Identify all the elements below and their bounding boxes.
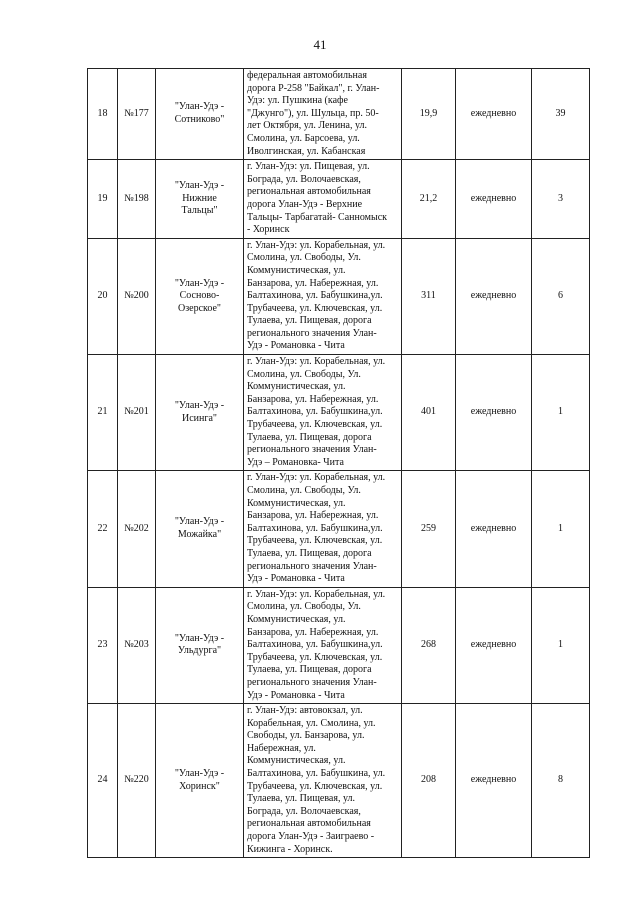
frequency-cell: ежедневно <box>456 69 532 160</box>
frequency-cell: ежедневно <box>456 355 532 471</box>
frequency-cell: ежедневно <box>456 471 532 587</box>
table-row <box>88 704 590 858</box>
route-number-cell: №201 <box>118 355 156 471</box>
table-row <box>88 238 590 354</box>
routes-table-body <box>88 69 590 858</box>
route-name-cell: "Улан-Удэ - Сосново- Озерское" <box>156 238 244 354</box>
table-row <box>88 471 590 587</box>
frequency-cell: ежедневно <box>456 587 532 703</box>
route-number-cell: №200 <box>118 238 156 354</box>
route-length-cell: 208 <box>402 704 456 858</box>
row-number-cell: 21 <box>88 355 118 471</box>
page-number: 41 <box>313 37 327 52</box>
route-length-cell: 19,9 <box>402 69 456 160</box>
route-length-cell: 311 <box>402 238 456 354</box>
route-name-cell: "Улан-Удэ - Хоринск" <box>156 704 244 858</box>
route-name-cell: "Улан-Удэ - Ульдурга" <box>156 587 244 703</box>
route-path-cell: г. Улан-Удэ: автовокзал, ул. Корабельная, ул. Смолина, ул. Свободы, ул. Банзарова, ул. Набережная, ул. Коммунистическая, ул. Балтахинова, ул. Бабушкина, ул. Трубачеева, ул. Ключевская, ул. Тулаева, ул. Пищевая, ул. Бограда, ул. Волочаевская, региональная автомобильная дорога Улан-Удэ - Заиграево - Кижинга - Хоринск. <box>244 704 402 858</box>
trips-count-cell: 8 <box>532 704 590 858</box>
frequency-cell: ежедневно <box>456 238 532 354</box>
row-number-cell: 22 <box>88 471 118 587</box>
route-path-cell: г. Улан-Удэ: ул. Корабельная, ул. Смолина, ул. Свободы, Ул. Коммунистическая, ул. Банзарова, ул. Набережная, ул. Балтахинова, ул. Бабушкина,ул. Трубачеева, ул. Ключевская, ул. Тулаева, ул. Пищевая, дорога регионального значения Улан- Удэ - Романовка - Чита <box>244 471 402 587</box>
route-number-cell: №220 <box>118 704 156 858</box>
frequency-cell: ежедневно <box>456 704 532 858</box>
row-number-cell: 23 <box>88 587 118 703</box>
route-number-cell: №202 <box>118 471 156 587</box>
route-name-cell: "Улан-Удэ - Сотниково" <box>156 69 244 160</box>
frequency-cell: ежедневно <box>456 160 532 239</box>
row-number-cell: 24 <box>88 704 118 858</box>
trips-count-cell: 1 <box>532 471 590 587</box>
table-row <box>88 160 590 239</box>
row-number-cell: 20 <box>88 238 118 354</box>
route-path-cell: г. Улан-Удэ: ул. Корабельная, ул. Смолина, ул. Свободы, Ул. Коммунистическая, ул. Банзарова, ул. Набережная, ул. Балтахинова, ул. Бабушкина,ул. Трубачеева, ул. Ключевская, ул. Тулаева, ул. Пищевая, дорога регионального значения Улан- Удэ – Романовка- Чита <box>244 355 402 471</box>
route-length-cell: 268 <box>402 587 456 703</box>
route-number-cell: №198 <box>118 160 156 239</box>
route-name-cell: "Улан-Удэ - Нижние Тальцы" <box>156 160 244 239</box>
route-path-cell: г. Улан-Удэ: ул. Корабельная, ул. Смолина, ул. Свободы, Ул. Коммунистическая, ул. Банзарова, ул. Набережная, ул. Балтахинова, ул. Бабушкина,ул. Трубачеева, ул. Ключевская, ул. Тулаева, ул. Пищевая, дорога регионального значения Улан- Удэ - Романовка - Чита <box>244 587 402 703</box>
route-name-cell: "Улан-Удэ - Исинга" <box>156 355 244 471</box>
trips-count-cell: 1 <box>532 355 590 471</box>
route-number-cell: №203 <box>118 587 156 703</box>
route-length-cell: 21,2 <box>402 160 456 239</box>
trips-count-cell: 3 <box>532 160 590 239</box>
row-number-cell: 18 <box>88 69 118 160</box>
route-length-cell: 401 <box>402 355 456 471</box>
route-path-cell: федеральная автомобильная дорога Р-258 "Байкал", г. Улан- Удэ: ул. Пушкина (кафе "Джунго"), ул. Шульца, пр. 50- лет Октября, ул. Ленина, ул. Смолина, ул. Барсоева, ул. Иволгинская, ул. Кабанская <box>244 69 402 160</box>
trips-count-cell: 39 <box>532 69 590 160</box>
routes-table <box>87 68 590 858</box>
route-name-cell: "Улан-Удэ - Можайка" <box>156 471 244 587</box>
row-number-cell: 19 <box>88 160 118 239</box>
table-row <box>88 587 590 703</box>
route-number-cell: №177 <box>118 69 156 160</box>
route-length-cell: 259 <box>402 471 456 587</box>
trips-count-cell: 6 <box>532 238 590 354</box>
table-row <box>88 355 590 471</box>
route-path-cell: г. Улан-Удэ: ул. Корабельная, ул. Смолина, ул. Свободы, Ул. Коммунистическая, ул. Банзарова, ул. Набережная, ул. Балтахинова, ул. Бабушкина,ул. Трубачеева, ул. Ключевская, ул. Тулаева, ул. Пищевая, дорога регионального значения Улан- Удэ - Романовка - Чита <box>244 238 402 354</box>
table-row <box>88 69 590 160</box>
trips-count-cell: 1 <box>532 587 590 703</box>
route-path-cell: г. Улан-Удэ: ул. Пищевая, ул. Бограда, ул. Волочаевская, региональная автомобильная дорога Улан-Удэ - Верхние Тальцы- Тарбагатай- Санномыск - Хоринск <box>244 160 402 239</box>
